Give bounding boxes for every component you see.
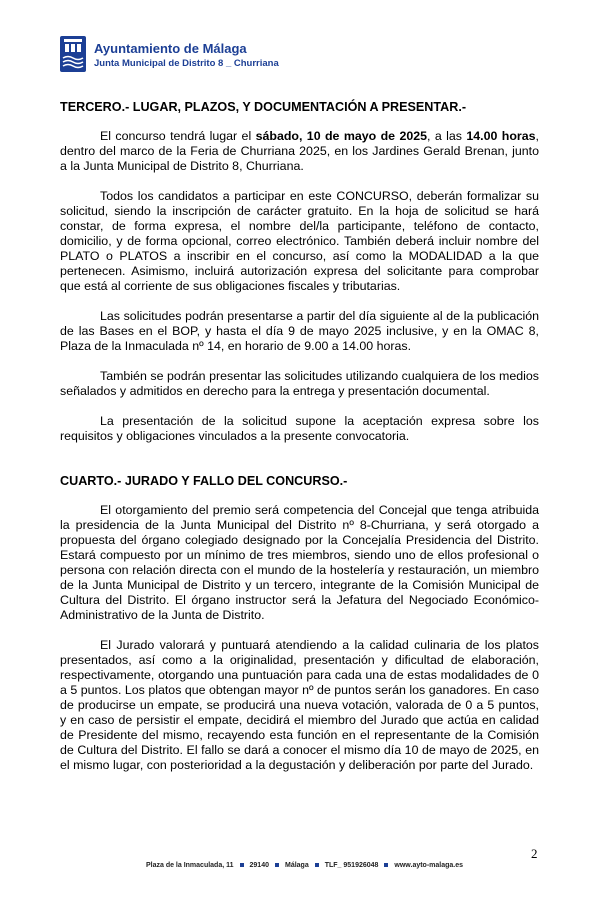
org-subtitle: Junta Municipal de Distrito 8 _ Churriana xyxy=(94,58,279,69)
document-header xyxy=(60,36,460,76)
paragraph-scoring: El Jurado valorará y puntuará atendiendo a la calidad culinaria de los platos presentados, así como a la originalidad, presentación y dificultad de elaboración, respectivamente, otorgando una puntuación para cada una de estas modalidades de 0 a 5 puntos. Los platos que obtengan mayor nº de puntos serán los ganadores. En caso de producirse un empate, se producirá una nueva votación, valorada de 0 a 5 puntos, y en caso de persistir el empate, decidirá el miembro del Jurado que actúa en calidad de Presidente del mismo, recayendo esta función en el representante de la Comisión de Cultura del Distrito. El fallo se dará a conocer el mismo día 10 de mayo de 2025, en el mismo lugar, con posterioridad a la degustación y deliberación por parte del Jurado. xyxy=(60,638,539,772)
paragraph-jury: El otorgamiento del premio será competencia del Concejal que tenga atribuida la presidencia de la Junta Municipal del Distrito nº 8-Churriana, y será otorgado a propuesta del órgano colegiado designado por la Concejalía Presidencia del Distrito. Estará compuesto por un mínimo de tres miembros, siendo uno de ellos profesional o persona con relación directa con el mundo de la hostelería y restauración, un miembro de la Junta Municipal de Distrito y un tercero, integrante de la Comisión Municipal de Cultura del Distrito. El órgano instructor será la Jefatura del Negociado Económico-Administrativo de la Junta de Distrito. xyxy=(60,503,539,622)
section-title-cuarto: CUARTO.- JURADO Y FALLO DEL CONCURSO.- xyxy=(60,474,348,488)
paragraph-application: Todos los candidatos a participar en este CONCURSO, deberán formalizar su solicitud, siendo la inscripción de carácter gratuito. En la hoja de solicitud se hará constar, de forma expresa, el nombre del/la participante, teléfono de contacto, domicilio, y de forma opcional, correo electrónico. También deberá incluir nombre del PLATO o PLATOS a inscribir en el concurso, así como la MODALIDAD a la que pertenecen. Asimismo, incluirá autorización expresa del solicitante para comprobar que está al corriente de sus obligaciones fiscales y tributarias. xyxy=(60,189,539,293)
footer-website: www.ayto-malaga.es xyxy=(394,862,464,869)
paragraph-acceptance: La presentación de la solicitud supone la aceptación expresa sobre los requisitos y obligaciones vinculados a la presente convocatoria. xyxy=(60,414,539,443)
org-name: Ayuntamiento de Málaga xyxy=(94,41,247,56)
section-title-tercero: TERCERO.- LUGAR, PLAZOS, Y DOCUMENTACIÓN A PRESENTAR.- xyxy=(60,100,467,114)
footer-city: Málaga xyxy=(284,862,309,869)
footer-postal-code: 29140 xyxy=(249,862,269,869)
city-coat-of-arms-icon xyxy=(60,36,86,72)
document-footer xyxy=(0,862,609,869)
paragraph-other-means: También se podrán presentar las solicitudes utilizando cualquiera de los medios señalados y admitidos en derecho para la entrega y presentación documental. xyxy=(60,369,539,398)
separator-square-icon xyxy=(240,863,244,867)
separator-square-icon xyxy=(315,863,319,867)
footer-address: Plaza de la Inmaculada, 11 xyxy=(145,862,234,869)
event-date: sábado, 10 de mayo de 2025 xyxy=(255,129,428,143)
page-number: 2 xyxy=(531,846,538,861)
document-body xyxy=(60,100,539,773)
paragraph-deadlines: Las solicitudes podrán presentarse a partir del día siguiente al de la publicación de las Bases en el BOP, y hasta el día 9 de mayo 2025 inclusive, y en la OMAC 8, Plaza de la Inmaculada nº 14, en horario de 9.00 a 14.00 horas. xyxy=(60,309,539,353)
separator-square-icon xyxy=(275,863,279,867)
event-time: 14.00 horas xyxy=(466,129,536,143)
footer-phone: TLF_ 951926048 xyxy=(324,862,379,869)
separator-square-icon xyxy=(384,863,388,867)
paragraph-venue: El concurso tendrá lugar el sábado, 10 de mayo de 2025, a las 14.00 horas, dentro del marco de la Feria de Churriana 2025, en los Jardines Gerald Brenan, junto a la Junta Municipal de Distrito 8, Churriana. xyxy=(60,129,539,173)
